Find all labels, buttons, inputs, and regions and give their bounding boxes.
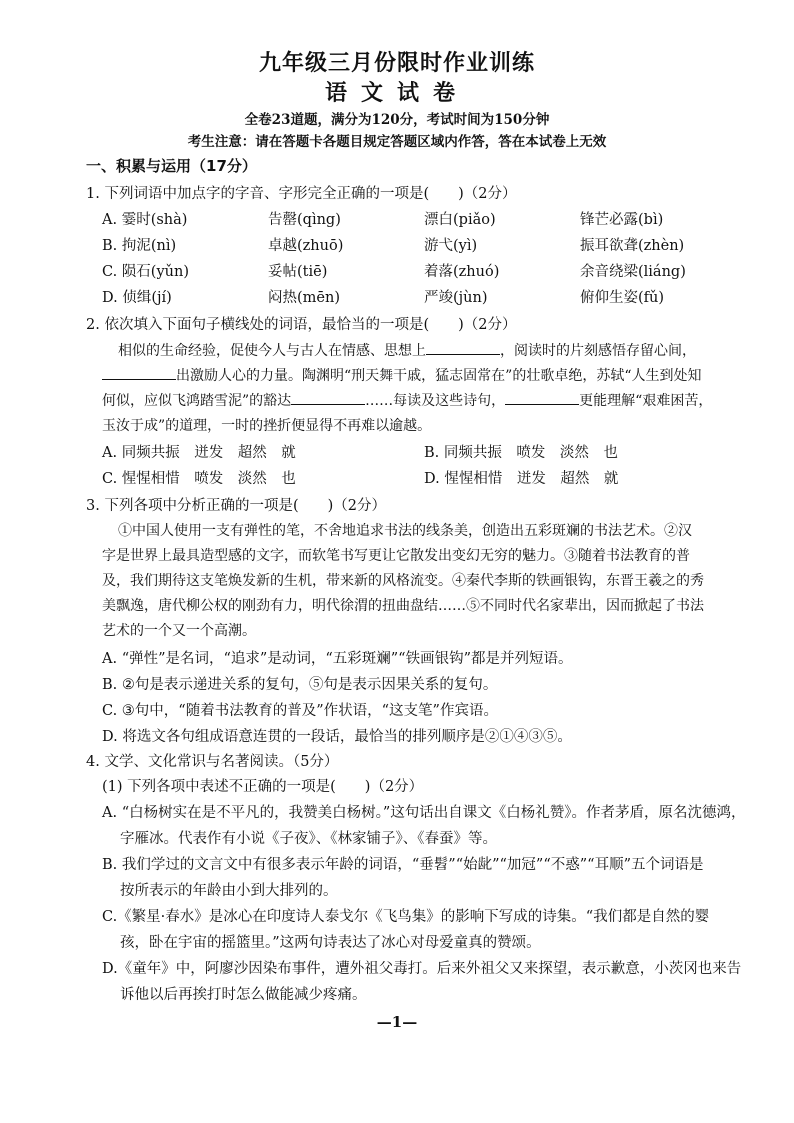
q4-option-a-line-2: 字雁冰。代表作有小说《子夜》、《林家铺子》、《春蚕》等。 [120, 831, 497, 847]
q2-stem: 2. 依次填入下面句子横线处的词语，最恰当的一项是( )（2分） [86, 317, 517, 333]
q1-option-c-2: 妥帖(tiē) [268, 264, 328, 280]
answer-blank [505, 390, 579, 405]
exam-subject: 语文试卷 [324, 81, 469, 106]
q1-option-a-3: 漂白(piǎo) [424, 212, 496, 228]
q2-passage-line-4: 玉汝于成”的道理，一时的挫折便显得不再难以逾越。 [102, 418, 432, 434]
q2-passage-line-1 [118, 340, 696, 360]
q4-option-c-line-2: 孩，卧在宇宙的摇篮里。”这两句诗表达了冰心对母爱童真的赞颂。 [120, 935, 541, 951]
q3-stem: 3. 下列各项中分析正确的一项是( )（2分） [86, 498, 386, 514]
q1-option-d-3: 严竣(jùn) [424, 290, 488, 306]
q1-option-b-1: B. 拘泥(nì) [102, 238, 177, 254]
answer-blank [426, 340, 500, 355]
q3-option-b: B. ②句是表示递进关系的复句，⑤句是表示因果关系的复句。 [102, 677, 498, 693]
q1-option-d-4: 俯仰生姿(fǔ) [580, 290, 665, 306]
q2-passage-text: 出激励人心的力量。陶渊明“刑天舞干戚，猛志固常在”的壮歌卓绝，苏轼“人生到处知 [176, 368, 702, 384]
exam-notice: 考生注意：请在答题卡各题目规定答题区域内作答，答在本试卷上无效 [187, 134, 607, 150]
exam-info: 全卷23道题，满分为120分，考试时间为150分钟 [244, 112, 550, 128]
q4-option-b-line-1: B. 我们学过的文言文中有很多表示年龄的词语，“垂髫”“始龀”“加冠”“不惑”“耳顺”五个词语是 [102, 857, 704, 873]
q1-option-b-4: 振耳欲聋(zhèn) [580, 238, 685, 254]
q3-option-a: A. “弹性”是名词，“追求”是动词，“五彩斑斓”“铁画银钩”都是并列短语。 [102, 651, 573, 667]
q4-sub1-stem: (1) 下列各项中表述不正确的一项是( )（2分） [102, 779, 424, 795]
q4-option-d-line-1: D.《童年》中，阿廖沙因染布事件，遭外祖父毒打。后来外祖父又来探望，表示歉意，小茨冈也来告 [102, 961, 742, 977]
q2-option-a: A. 同频共振 迸发 超然 就 [102, 445, 296, 461]
q3-option-d: D. 将选文各句组成语意连贯的一段话，最恰当的排列顺序是②①④③⑤。 [102, 729, 572, 745]
q3-option-c: C. ③句中，“随着书法教育的普及”作状语，“这支笔”作宾语。 [102, 703, 498, 719]
q2-passage-line-3 [102, 390, 712, 410]
q3-passage-line-2: 字是世界上最具造型感的文字，而软笔书写更让它散发出变幻无穷的魅力。③随着书法教育的普 [102, 548, 690, 564]
q2-passage-line-2 [102, 365, 701, 385]
q4-stem: 4. 文学、文化常识与名著阅读。（5分） [86, 754, 339, 770]
q1-option-a-4: 锋芒必露(bì) [580, 212, 664, 228]
q4-option-b-line-2: 按所表示的年龄由小到大排列的。 [120, 883, 338, 899]
q1-option-d-2: 闷热(mēn) [268, 290, 340, 306]
answer-blank [102, 365, 176, 380]
exam-title: 九年级三月份限时作业训练 [258, 51, 535, 76]
q1-stem: 1. 下列词语中加点字的字音、字形完全正确的一项是( )（2分） [86, 186, 517, 202]
q1-option-c-3: 着落(zhuó) [424, 264, 500, 280]
q1-option-b-3: 游弋(yì) [424, 238, 478, 254]
q3-passage-line-3: 及，我们期待这支笔焕发新的生机，带来新的风格流变。④秦代李斯的铁画银钩，东晋王羲之的秀 [102, 573, 704, 589]
q4-option-d-line-2: 诉他以后再挨打时怎么做能减少疼痛。 [120, 987, 367, 1003]
q2-option-d: D. 惺惺相惜 迸发 超然 就 [424, 471, 619, 487]
q1-option-d-1: D. 侦缉(jí) [102, 290, 172, 306]
q2-passage-text: ，阅读时的片刻感悟存留心间， [500, 343, 696, 359]
answer-blank [291, 390, 365, 405]
q2-passage-text: 何似，应似飞鸿踏雪泥”的豁达 [102, 393, 292, 409]
q1-option-b-2: 卓越(zhuō) [268, 238, 344, 254]
q1-option-a-2: 告罄(qìng) [268, 212, 341, 228]
q1-option-c-1: C. 陨石(yǔn) [102, 264, 189, 280]
q2-passage-text: 相似的生命经验，促使今人与古人在情感、思想上 [118, 343, 426, 359]
q2-option-b: B. 同频共振 喷发 淡然 也 [424, 445, 618, 461]
q3-passage-line-5: 艺术的一个又一个高潮。 [102, 623, 256, 639]
q4-option-c-line-1: C.《繁星·春水》是冰心在印度诗人泰戈尔《飞鸟集》的影响下写成的诗集。“我们都是自然的婴 [102, 909, 710, 925]
q3-passage-line-1: ①中国人使用一支有弹性的笔，不舍地追求书法的线条美，创造出五彩斑斓的书法艺术。②汉 [118, 523, 692, 539]
q1-option-c-4: 余音绕梁(liáng) [580, 264, 686, 280]
q4-option-a-line-1: A. “白杨树实在是不平凡的，我赞美白杨树。”这句话出自课文《白杨礼赞》。作者茅盾，原名沈德鸿， [102, 805, 746, 821]
q2-passage-text: 更能理解“艰难困苦， [579, 393, 713, 409]
section-heading: 一、积累与运用（17分） [86, 157, 257, 175]
q2-passage-text: ……每读及这些诗句， [365, 393, 506, 409]
q3-passage-line-4: 美飘逸，唐代柳公权的刚劲有力，明代徐渭的扭曲盘结……⑤不同时代名家辈出，因而掀起了书法 [102, 598, 704, 614]
page-number: —1— [376, 1013, 418, 1031]
q1-option-a-1: A. 霎时(shà) [102, 212, 188, 228]
q2-option-c: C. 惺惺相惜 喷发 淡然 也 [102, 471, 296, 487]
